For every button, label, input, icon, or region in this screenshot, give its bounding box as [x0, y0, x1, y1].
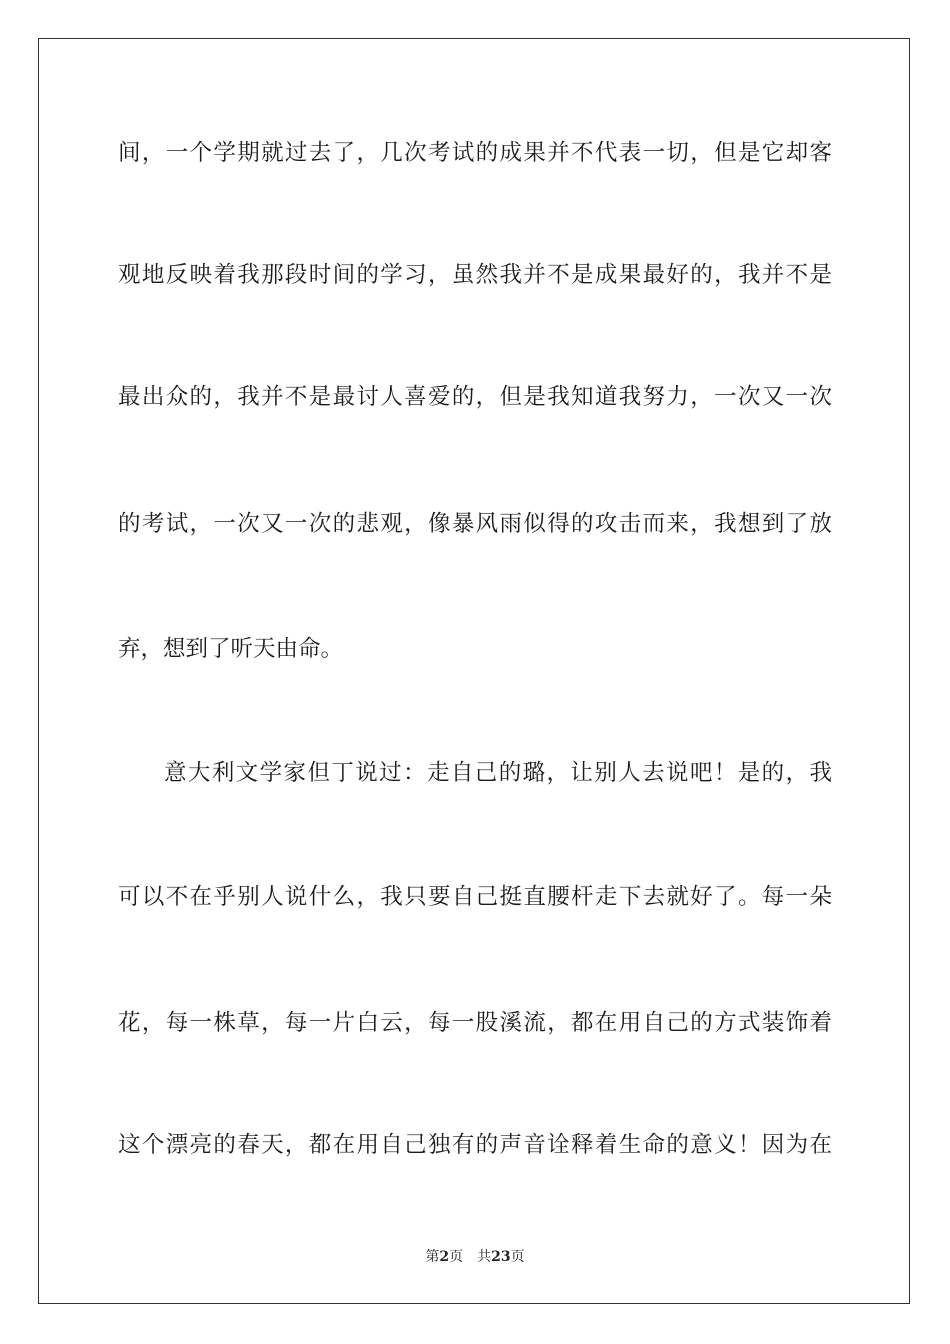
total-suffix: 页: [510, 1249, 525, 1265]
body-text-line-3: 最出众的，我并不是最讨人喜爱的，但是我知道我努力，一次又一次: [118, 384, 832, 410]
total-prefix: 共: [477, 1249, 492, 1265]
body-text-line-1: 间，一个学期就过去了，几次考试的成果并不代表一切，但是它却客: [118, 140, 832, 166]
page-border: [38, 38, 910, 1304]
body-text-line-9: 这个漂亮的春天，都在用自己独有的声音诠释着生命的意义！因为在: [118, 1132, 832, 1158]
body-text-line-8: 花，每一株草，每一片白云，每一股溪流，都在用自己的方式装饰着: [118, 1010, 832, 1036]
body-text-line-4: 的考试，一次又一次的悲观，像暴风雨似得的攻击而来，我想到了放: [118, 511, 832, 537]
page-suffix: 页: [449, 1249, 464, 1265]
page-number: 2: [439, 1249, 450, 1265]
total-pages: 23: [491, 1249, 511, 1265]
body-text-line-6: 意大利文学家但丁说过：走自己的璐，让别人去说吧！是的，我: [164, 760, 832, 786]
page-footer: [0, 1247, 950, 1267]
body-text-line-5: 弃，想到了听天由命。: [118, 636, 344, 662]
body-text-line-7: 可以不在乎别人说什么，我只要自己挺直腰杆走下去就好了。每一朵: [118, 884, 832, 910]
page-prefix: 第: [425, 1249, 440, 1265]
body-text-line-2: 观地反映着我那段时间的学习，虽然我并不是成果最好的，我并不是: [118, 262, 832, 288]
